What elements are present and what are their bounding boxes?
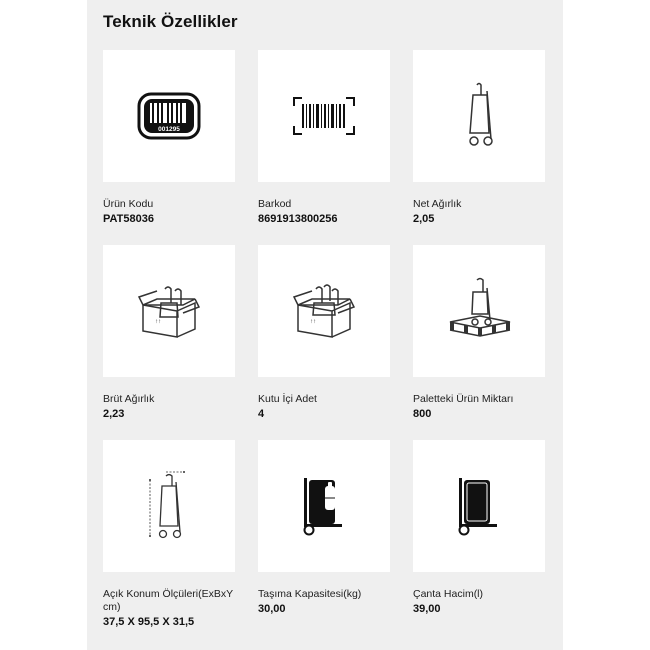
spec-tile — [258, 50, 390, 182]
spec-value: 2,05 — [413, 213, 435, 225]
boxed-trolley-icon — [137, 281, 201, 341]
spec-value: 30,00 — [258, 603, 286, 615]
spec-tile — [258, 245, 390, 377]
spec-label: Taşıma Kapasitesi(kg) — [258, 588, 362, 600]
barcode-box-icon — [137, 92, 201, 140]
spec-label: Net Ağırlık — [413, 198, 462, 210]
spec-tile — [103, 440, 235, 572]
svg-text:↑↑: ↑↑ — [310, 319, 316, 325]
spec-label: Çanta Hacim(l) — [413, 588, 484, 600]
spec-card-gross-weight — [103, 245, 235, 440]
spec-value: 8691913800256 — [258, 213, 338, 225]
spec-tile — [413, 245, 545, 377]
spec-grid — [103, 50, 545, 635]
spec-value: 39,00 — [413, 603, 441, 615]
spec-label: Açık Konum Ölçüleri(ExBxY cm) — [103, 588, 233, 613]
spec-card-net-weight — [413, 50, 545, 245]
trolley-bag-volume-icon — [454, 476, 504, 536]
spec-value: 4 — [258, 408, 265, 420]
section-title: Teknik Özellikler — [103, 12, 238, 31]
spec-label: Paletteki Ürün Miktarı — [413, 393, 514, 405]
barcode-scan-icon — [292, 96, 356, 136]
spec-tile — [103, 245, 235, 377]
spec-tile — [258, 440, 390, 572]
trolley-capacity-icon — [299, 476, 349, 536]
spec-tile — [103, 50, 235, 182]
trolley-on-pallet-icon — [444, 276, 514, 346]
spec-card-product-code — [103, 50, 235, 245]
svg-text:↑↑: ↑↑ — [155, 319, 161, 325]
spec-card-barcode — [258, 50, 390, 245]
spec-tile — [413, 50, 545, 182]
spec-label: Barkod — [258, 198, 292, 210]
shopping-trolley-icon — [459, 81, 499, 151]
spec-card-bag-volume — [413, 440, 545, 635]
spec-value: 37,5 X 95,5 X 31,5 — [103, 616, 195, 628]
trolley-dimensions-icon — [144, 470, 194, 542]
spec-card-open-dimensions — [103, 440, 235, 635]
spec-tile — [413, 440, 545, 572]
spec-label: Brüt Ağırlık — [103, 393, 155, 405]
boxed-trolleys-icon — [292, 281, 356, 341]
spec-value: PAT58036 — [103, 213, 154, 225]
spec-label: Kutu İçi Adet — [258, 393, 317, 405]
spec-card-carry-capacity — [258, 440, 390, 635]
spec-value: 800 — [413, 408, 432, 420]
spec-value: 2,23 — [103, 408, 125, 420]
spec-card-pallet-quantity — [413, 245, 545, 440]
spec-label: Ürün Kodu — [103, 198, 154, 210]
spec-card-box-quantity — [258, 245, 390, 440]
barcode-number: 001295 — [158, 126, 180, 133]
